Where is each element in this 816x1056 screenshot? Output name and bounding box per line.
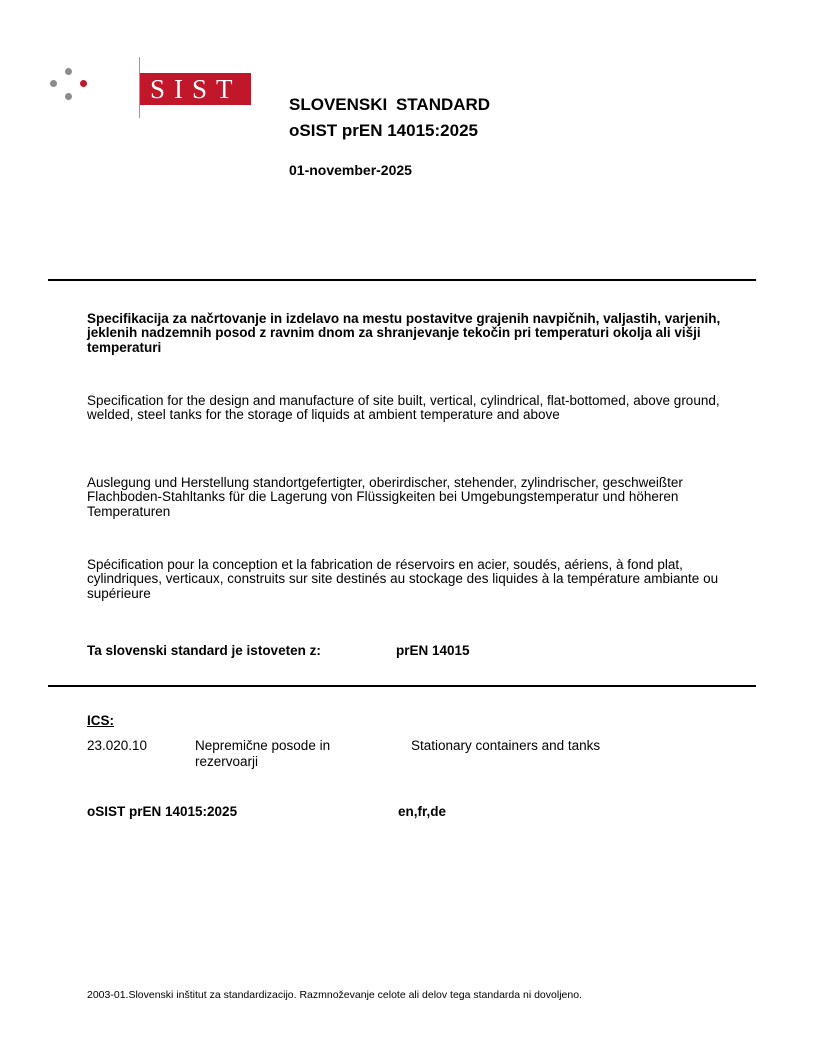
standard-code: oSIST prEN 14015:2025: [289, 121, 478, 140]
ics-code: 23.020.10: [87, 738, 148, 753]
logo-dot-red: [80, 80, 87, 87]
logo-dot: [50, 80, 57, 87]
logo-dot: [65, 68, 72, 75]
logo-dot: [65, 93, 72, 100]
title-english: Specification for the design and manufacture of site built, vertical, cylindrical, flat-bottomed, above ground, welded, steel tanks for the storage of liquids at ambient temperature and above: [87, 393, 720, 423]
document-code: oSIST prEN 14015:2025: [87, 804, 238, 819]
top-divider: [48, 279, 756, 281]
ics-description-slovenian: Nepremične posode in rezervoarji: [195, 738, 331, 769]
title-french: Spécification pour la conception et la fabrication de réservoirs en acier, soudés, aériens, à fond plat, cylindriques, verticaux, construits sur site destinés au stockage des liquides à la température ambiante ou supérieure: [87, 557, 719, 601]
document-languages: en,fr,de: [398, 804, 447, 819]
standard-label: SLOVENSKI STANDARD: [289, 95, 491, 114]
logo-wordmark: SIST: [140, 73, 251, 105]
copyright-footer: 2003-01.Slovenski inštitut za standardizacijo. Razmnoževanje celote ali delov tega standarda ni dovoljeno.: [87, 989, 582, 1001]
title-german: Auslegung und Herstellung standortgefertigter, oberirdischer, stehender, zylindrischer, geschweißter Flachboden-Stahltanks für die Lagerung von Flüssigkeiten bei Umgebungstemperatur und höheren Temperaturen: [87, 475, 683, 519]
ics-description-english: Stationary containers and tanks: [411, 738, 601, 753]
sist-logo: [47, 57, 242, 119]
publication-date: 01-november-2025: [289, 162, 412, 178]
identical-label: Ta slovenski standard je istoveten z:: [87, 643, 321, 658]
identical-value: prEN 14015: [396, 643, 470, 658]
ics-heading: ICS:: [87, 713, 114, 728]
middle-divider: [48, 685, 756, 687]
title-slovenian: Specifikacija za načrtovanje in izdelavo na mestu postavitve grajenih navpičnih, valjastih, varjenih, jeklenih nadzemnih posod z ravnim dnom za shranjevanje tekočin pri temperaturi okolja ali višji temperaturi: [87, 311, 721, 355]
